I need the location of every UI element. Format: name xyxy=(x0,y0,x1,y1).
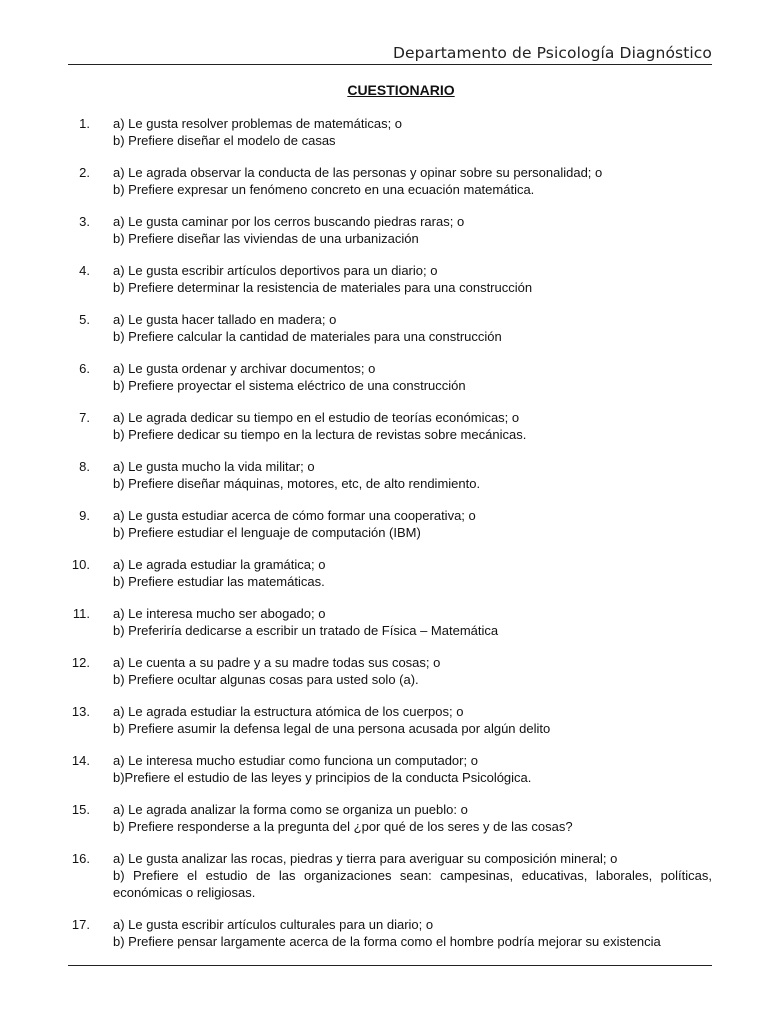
option-a: a) Le agrada estudiar la estructura atómica de los cuerpos; o xyxy=(113,704,464,719)
option-a: a) Le gusta resolver problemas de matemáticas; o xyxy=(113,116,403,131)
option-a: a) Le gusta caminar por los cerros buscando piedras raras; o xyxy=(113,214,465,229)
question-number: 7. xyxy=(79,410,90,425)
question-item xyxy=(0,458,768,492)
question-number: 2. xyxy=(79,165,90,180)
option-a: a) Le interesa mucho ser abogado; o xyxy=(113,606,326,621)
option-b: b) Prefiere dedicar su tiempo en la lectura de revistas sobre mecánicas. xyxy=(113,427,527,442)
option-b: b) Prefiere el estudio de las organizaciones sean: campesinas, educativas, laborales, políticas, económicas o religiosas. xyxy=(113,868,712,900)
option-a: a) Le agrada observar la conducta de las personas y opinar sobre su personalidad; o xyxy=(113,165,603,180)
question-item xyxy=(0,556,768,590)
question-number: 8. xyxy=(79,459,90,474)
question-number: 5. xyxy=(79,312,90,327)
option-b: b) Prefiere pensar largamente acerca de la forma como el hombre podría mejorar su existencia xyxy=(113,934,661,949)
question-number: 12. xyxy=(71,655,90,670)
option-a: a) Le agrada dedicar su tiempo en el estudio de teorías económicas; o xyxy=(113,410,520,425)
question-item xyxy=(0,360,768,394)
option-b: b) Prefiere calcular la cantidad de materiales para una construcción xyxy=(113,329,502,344)
option-b: b) Prefiere diseñar las viviendas de una urbanización xyxy=(113,231,419,246)
question-item xyxy=(0,801,768,835)
footer-divider xyxy=(68,965,712,966)
option-b: b) Prefiere diseñar el modelo de casas xyxy=(113,133,336,148)
option-a: a) Le gusta ordenar y archivar documentos; o xyxy=(113,361,376,376)
option-a: a) Le gusta escribir artículos deportivos para un diario; o xyxy=(113,263,438,278)
question-number: 14. xyxy=(71,753,90,768)
question-number: 4. xyxy=(79,263,90,278)
option-a: a) Le gusta mucho la vida militar; o xyxy=(113,459,315,474)
question-item xyxy=(0,507,768,541)
option-b: b) Prefiere estudiar el lenguaje de computación (IBM) xyxy=(113,525,421,540)
question-item xyxy=(0,850,768,901)
option-b: b) Prefiere ocultar algunas cosas para usted solo (a). xyxy=(113,672,419,687)
question-number: 9. xyxy=(79,508,90,523)
option-b: b) Prefiere expresar un fenómeno concreto en una ecuación matemática. xyxy=(113,182,535,197)
question-item xyxy=(0,703,768,737)
option-a: a) Le agrada analizar la forma como se organiza un pueblo: o xyxy=(113,802,468,817)
page-title: CUESTIONARIO xyxy=(347,82,455,98)
option-b: b) Prefiere determinar la resistencia de materiales para una construcción xyxy=(113,280,533,295)
option-b: b) Prefiere asumir la defensa legal de una persona acusada por algún delito xyxy=(113,721,551,736)
question-number: 1. xyxy=(79,116,90,131)
question-item xyxy=(0,262,768,296)
question-number: 13. xyxy=(71,704,90,719)
question-item xyxy=(0,916,768,950)
option-a: a) Le gusta escribir artículos culturales para un diario; o xyxy=(113,917,434,932)
question-item xyxy=(0,654,768,688)
option-b: b) Preferiría dedicarse a escribir un tratado de Física – Matemática xyxy=(113,623,499,638)
option-b: b)Prefiere el estudio de las leyes y principios de la conducta Psicológica. xyxy=(113,770,532,785)
option-a: a) Le cuenta a su padre y a su madre todas sus cosas; o xyxy=(113,655,441,670)
option-a: a) Le gusta estudiar acerca de cómo formar una cooperativa; o xyxy=(113,508,476,523)
question-item xyxy=(0,409,768,443)
question-number: 10. xyxy=(71,557,90,572)
question-number: 6. xyxy=(79,361,90,376)
question-item xyxy=(0,311,768,345)
option-b: b) Prefiere responderse a la pregunta del ¿por qué de los seres y de las cosas? xyxy=(113,819,573,834)
question-number: 3. xyxy=(79,214,90,229)
question-item xyxy=(0,752,768,786)
question-list xyxy=(0,115,768,950)
question-item xyxy=(0,115,768,149)
question-number: 11. xyxy=(72,606,90,621)
option-a: a) Le interesa mucho estudiar como funciona un computador; o xyxy=(113,753,478,768)
option-a: a) Le gusta analizar las rocas, piedras y tierra para averiguar su composición mineral; o xyxy=(113,851,618,866)
question-item xyxy=(0,213,768,247)
option-b: b) Prefiere estudiar las matemáticas. xyxy=(113,574,325,589)
header-divider xyxy=(68,64,712,65)
option-b: b) Prefiere diseñar máquinas, motores, etc, de alto rendimiento. xyxy=(113,476,481,491)
question-item xyxy=(0,605,768,639)
option-a: a) Le gusta hacer tallado en madera; o xyxy=(113,312,337,327)
question-number: 17. xyxy=(71,917,90,932)
department-header: Departamento de Psicología Diagnóstico xyxy=(393,44,712,62)
option-b: b) Prefiere proyectar el sistema eléctrico de una construcción xyxy=(113,378,466,393)
option-a: a) Le agrada estudiar la gramática; o xyxy=(113,557,326,572)
question-number: 16. xyxy=(71,851,90,866)
question-number: 15. xyxy=(71,802,90,817)
question-item xyxy=(0,164,768,198)
